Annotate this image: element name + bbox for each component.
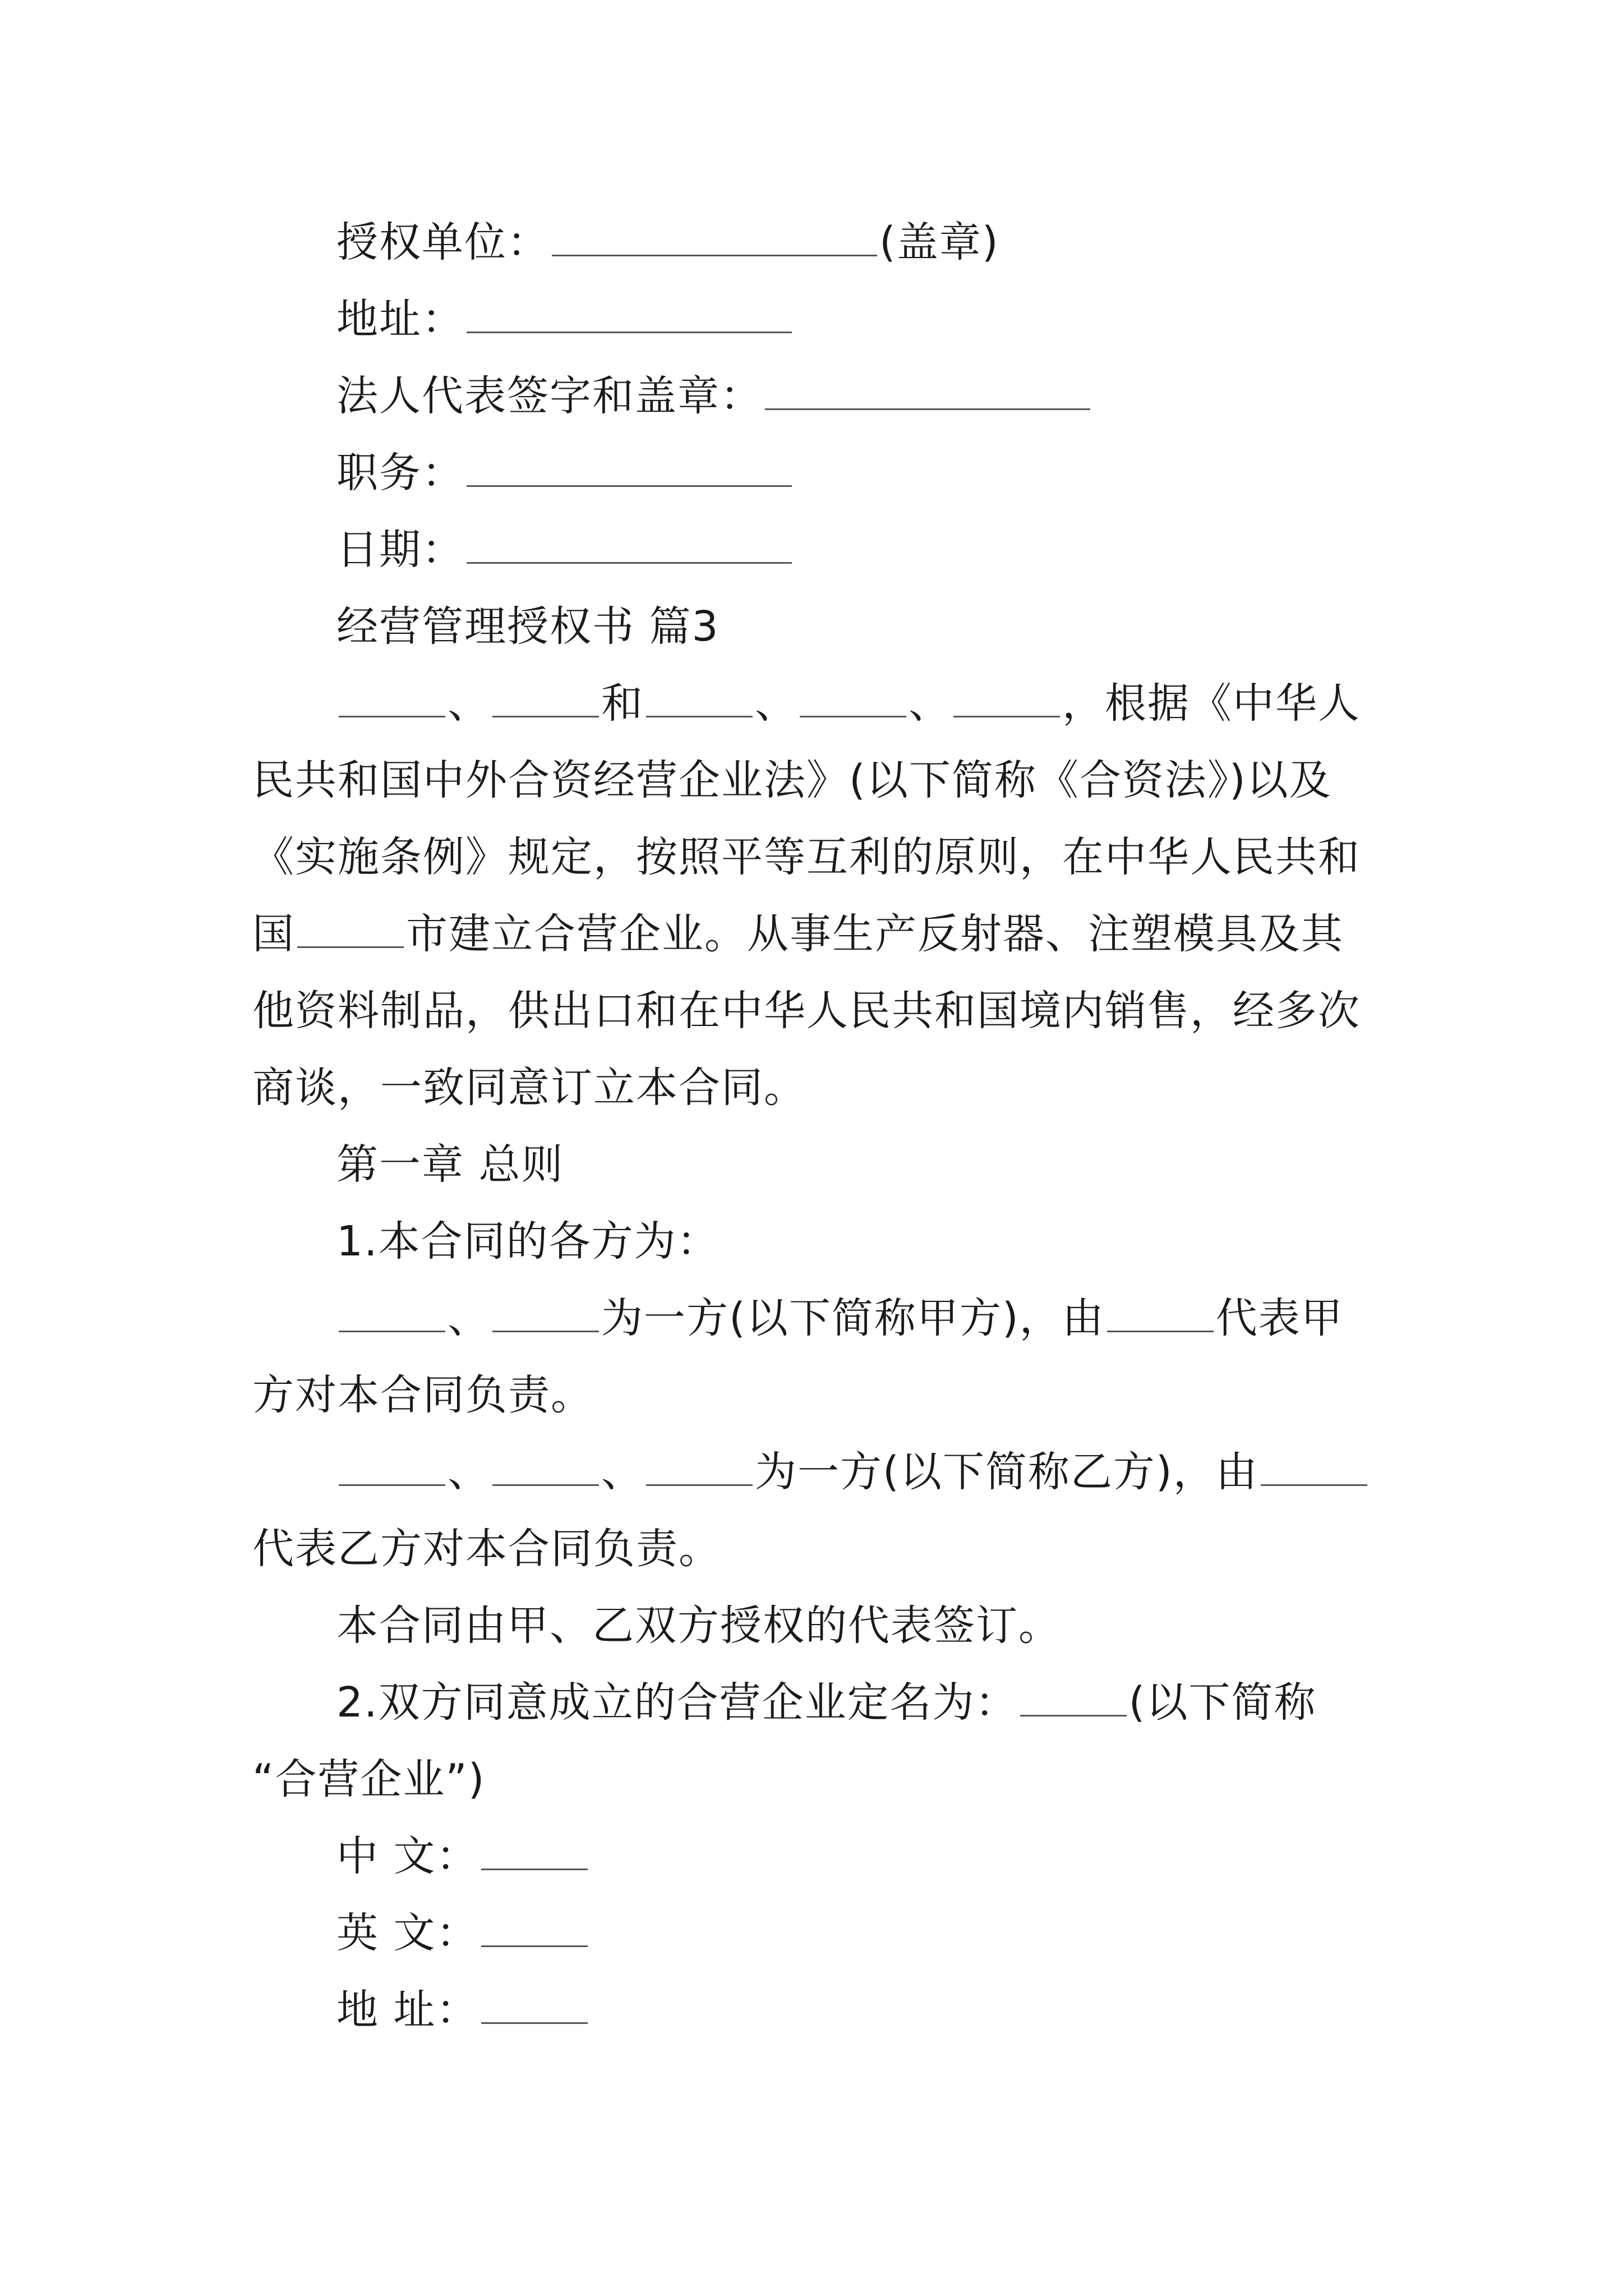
party-blank [492,677,599,717]
party-b-blank [646,1445,753,1486]
chapter-title: 第一章 总则 [336,1140,564,1189]
chinese-name-blank [481,1829,588,1870]
legal-rep-blank [765,369,1090,410]
authorizing-unit-seal-note: (盖章) [879,218,999,266]
party-a-blank [339,1291,445,1332]
party-b-text: 为一方(以下简称乙方)，由 [755,1448,1258,1496]
jv-address-line [336,1982,590,2038]
jv-address-blank [481,1983,588,2024]
preamble-text: 市建立合营企业。从事生产反射器、注塑模具及其 [406,910,1344,958]
conjunction: 和 [601,679,644,728]
english-name-label: 英 文： [336,1909,479,1957]
authorizing-unit-line [336,214,999,270]
date-line [336,522,794,578]
preamble-line-6: 商谈，一致同意订立本合同。 [252,1064,806,1112]
party-blank [339,677,445,717]
date-label: 日期： [336,526,464,574]
date-blank [467,523,792,564]
party-a-blank [492,1291,599,1332]
clause-2-text: (以下简称 [1128,1678,1317,1727]
jv-address-label: 地 址： [336,1986,479,2034]
city-blank [297,907,404,948]
separator: 、 [755,679,797,728]
separator: 、 [448,1294,490,1342]
clause-2-text: 2.双方同意成立的合营企业定名为： [336,1678,1018,1727]
preamble-line-1 [336,675,1361,731]
authorizing-unit-blank [552,215,877,256]
clause-2-line-1 [336,1674,1316,1731]
authorizing-unit-label: 授权单位： [336,218,550,266]
party-a-rep-blank [1107,1291,1214,1332]
party-a-text: 代表甲 [1215,1294,1344,1342]
party-blank [646,677,753,717]
clause-2-line-2: “合营企业”) [252,1755,486,1803]
party-a-text: 为一方(以下简称甲方)，由 [601,1294,1105,1342]
position-line [336,445,794,501]
party-b-line-2: 代表乙方对本合同负责。 [252,1525,721,1573]
preamble-line-2: 民共和国中外合资经营企业法》(以下简称《合资法》)以及 [252,756,1332,804]
separator: 、 [909,679,951,728]
chinese-name-label: 中 文： [336,1832,479,1880]
party-b-blank [339,1445,445,1486]
separator: 、 [448,1448,490,1496]
position-blank [467,446,792,487]
party-b-line-1 [336,1444,1370,1500]
party-b-rep-blank [1261,1445,1367,1486]
address-line [336,291,794,347]
legal-rep-label: 法人代表签字和盖章： [336,372,763,420]
address-blank [467,292,792,333]
address-label: 地址： [336,295,464,343]
chinese-name-line [336,1828,590,1884]
party-a-line-2: 方对本合同负责。 [252,1371,593,1419]
jv-name-blank [1020,1676,1127,1717]
clause-1: 1.本合同的各方为： [336,1217,720,1266]
english-name-blank [481,1906,588,1947]
preamble-text: ，根据《中华人 [1062,679,1361,728]
preamble-line-3: 《实施条例》规定，按照平等互利的原则，在中华人民共和 [252,833,1361,881]
english-name-line [336,1905,590,1961]
preamble-line-5: 他资料制品，供出口和在中华人民共和国境内销售，经多次 [252,987,1361,1035]
preamble-text: 国 [252,910,295,958]
position-label: 职务： [336,449,464,497]
party-blank [953,677,1060,717]
party-blank [800,677,906,717]
preamble-line-4 [252,906,1344,962]
separator: 、 [601,1448,644,1496]
signing-note: 本合同由甲、乙双方授权的代表签订。 [336,1602,1061,1650]
section-title: 经营管理授权书 篇3 [336,602,720,651]
party-a-line-1 [336,1290,1344,1346]
party-b-blank [492,1445,599,1486]
separator: 、 [448,679,490,728]
legal-rep-line [336,368,1092,424]
